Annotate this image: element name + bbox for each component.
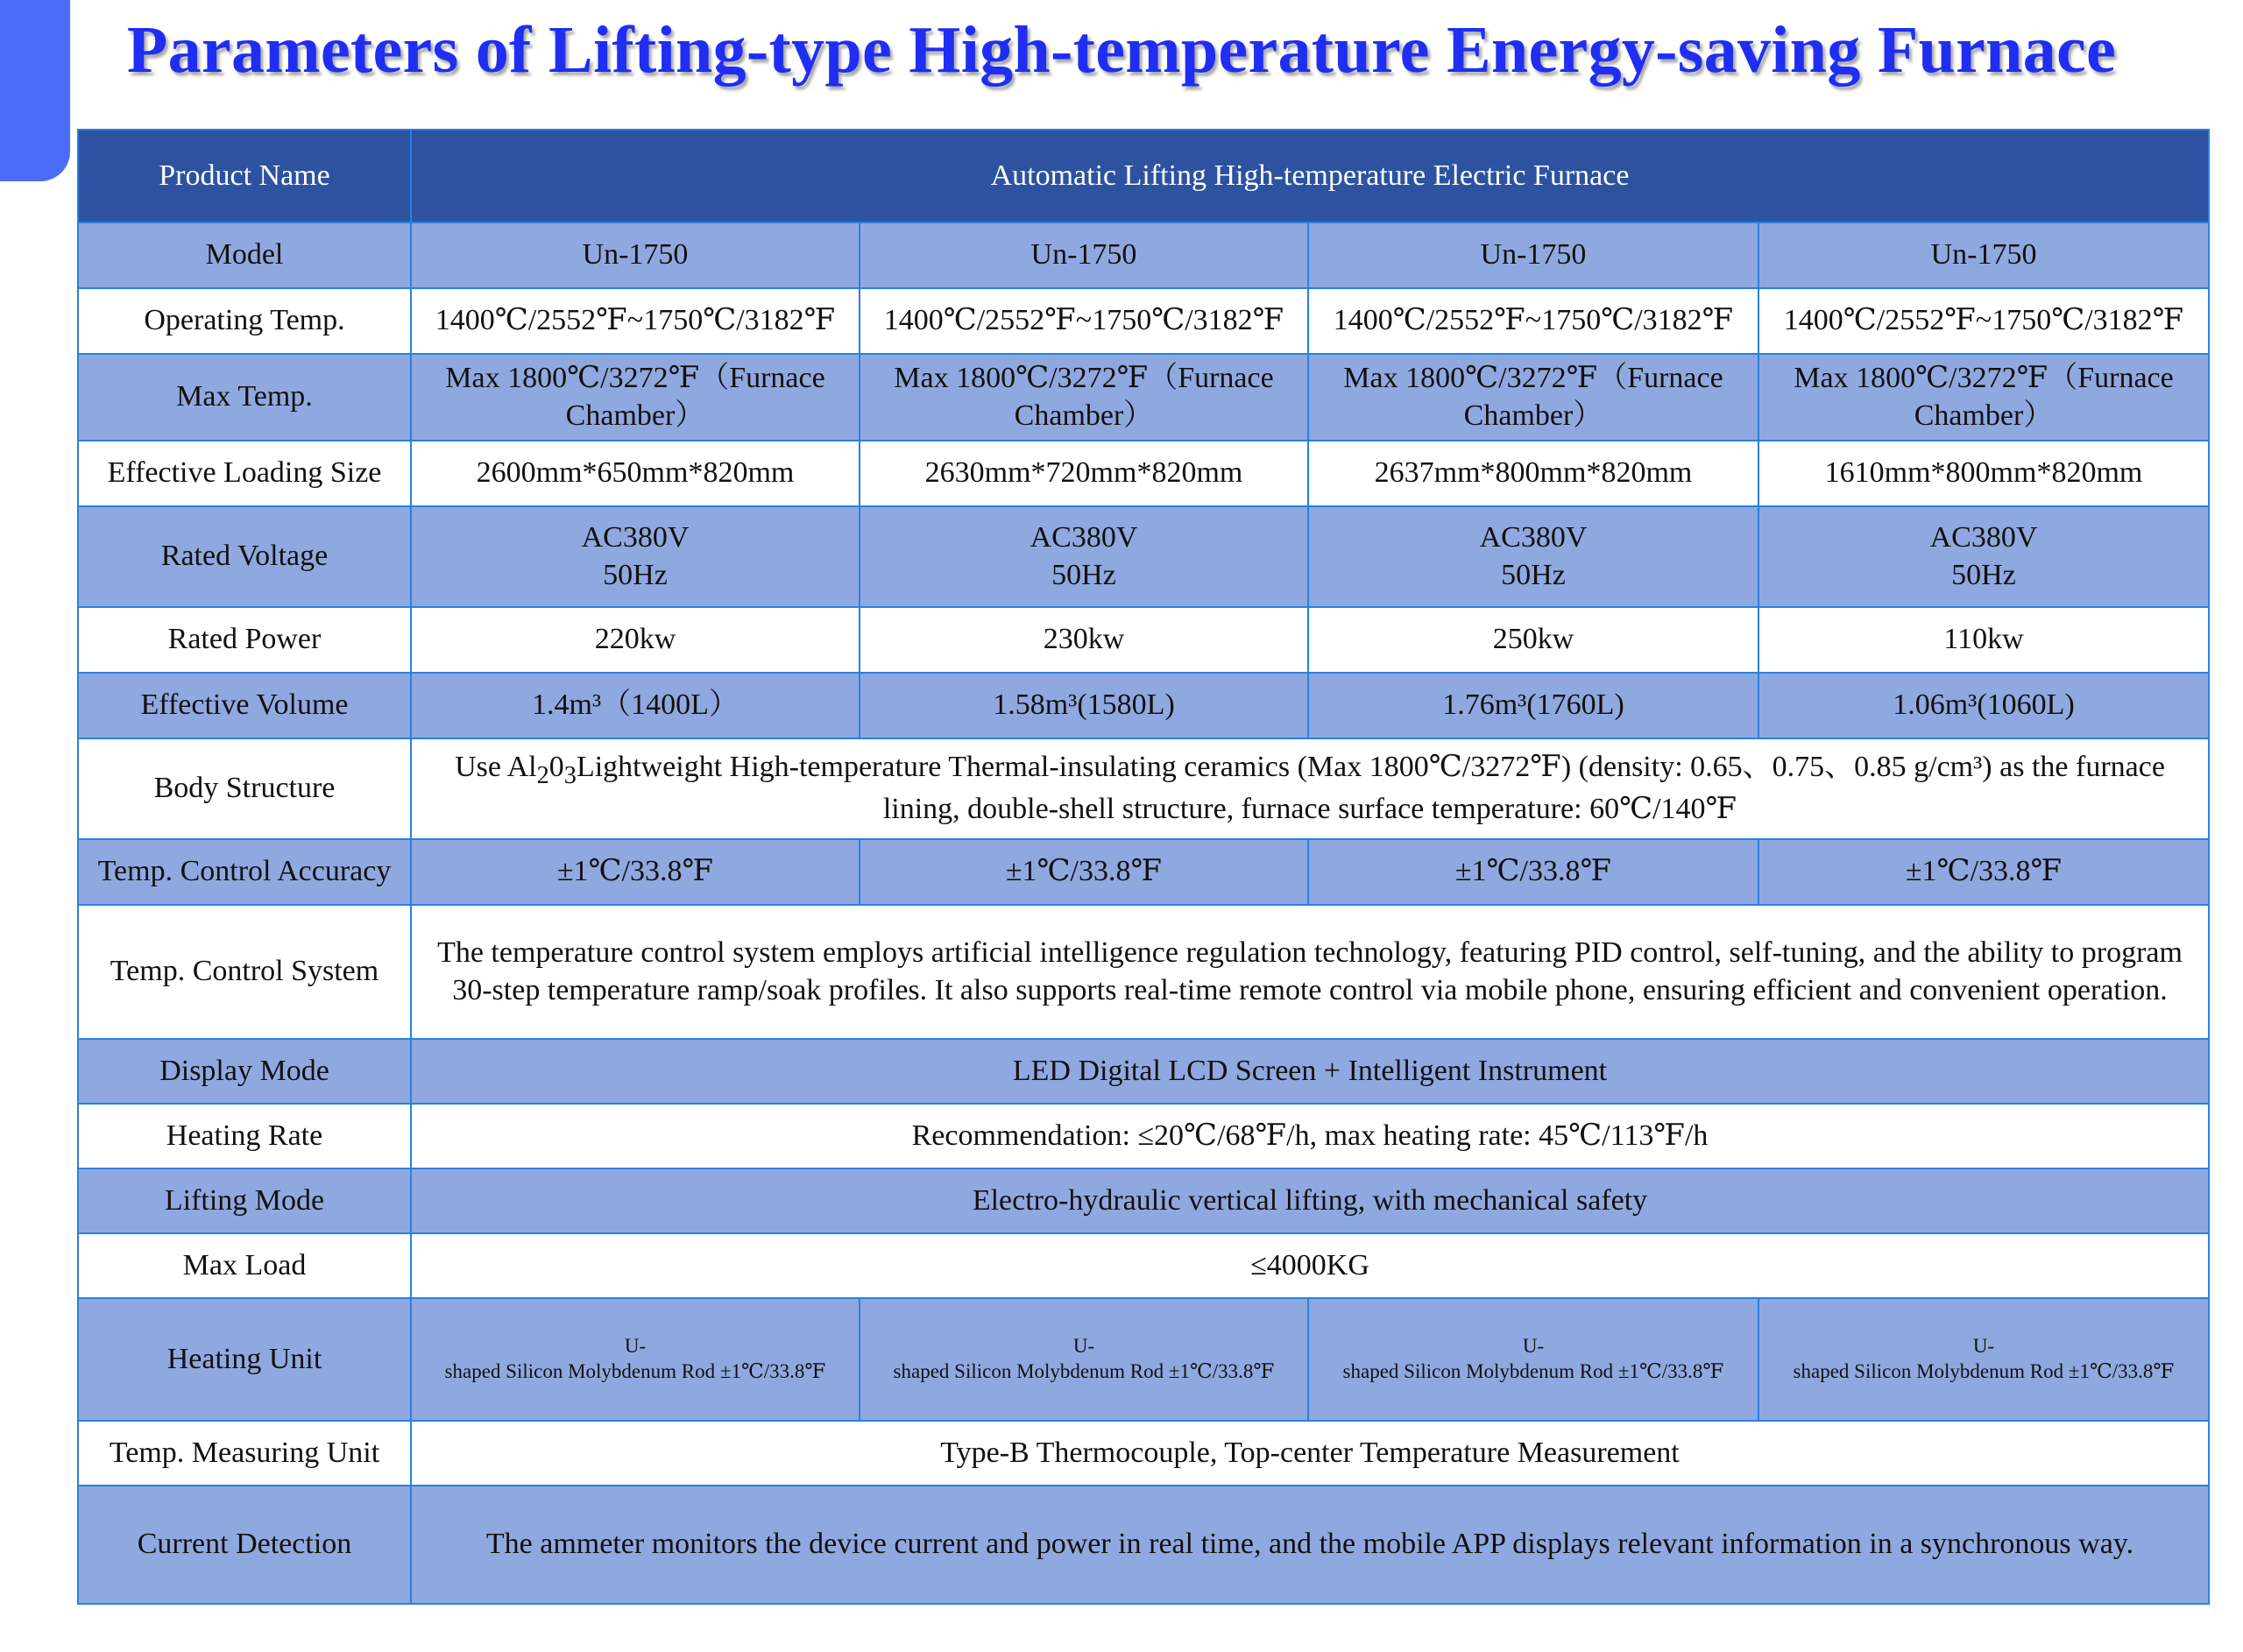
control-accuracy-cell: ±1℃/33.8℉	[860, 839, 1308, 905]
table-row-rated-voltage	[78, 506, 2209, 607]
max-load-value: ≤4000KG	[411, 1233, 2209, 1298]
table-row-loading-size	[78, 441, 2209, 506]
table-row-heating-unit	[78, 1298, 2209, 1421]
control-accuracy-cell: ±1℃/33.8℉	[411, 839, 860, 905]
rated-voltage-cell	[1308, 506, 1758, 607]
row-label-heating-rate: Heating Rate	[78, 1104, 411, 1168]
operating-temp-cell: 1400℃/2552℉~1750℃/3182℉	[1758, 288, 2209, 354]
loading-size-cell: 1610mm*800mm*820mm	[1758, 441, 2209, 506]
effective-volume-cell: 1.06m³(1060L)	[1758, 673, 2209, 738]
heating-unit-cell	[860, 1298, 1308, 1421]
heating-unit-cell	[1308, 1298, 1758, 1421]
loading-size-cell: 2637mm*800mm*820mm	[1308, 441, 1758, 506]
row-label-loading-size: Effective Loading Size	[78, 441, 411, 506]
model-cell: Un-1750	[411, 222, 860, 288]
frequency-value: 50Hz	[1051, 558, 1116, 591]
model-cell: Un-1750	[860, 222, 1308, 288]
row-label-current-detection: Current Detection	[78, 1486, 411, 1604]
row-label-control-accuracy: Temp. Control Accuracy	[78, 839, 411, 905]
row-label-rated-voltage: Rated Voltage	[78, 506, 411, 607]
row-label-operating-temp: Operating Temp.	[78, 288, 411, 354]
max-temp-cell: Max 1800℃/3272℉（Furnace Chamber）	[860, 354, 1308, 441]
rated-voltage-cell	[411, 506, 860, 607]
rated-power-cell: 230kw	[860, 607, 1308, 673]
voltage-value: AC380V	[1929, 521, 2038, 554]
rated-power-cell: 250kw	[1308, 607, 1758, 673]
table-row-control-system	[78, 905, 2209, 1039]
heating-unit-cell	[1758, 1298, 2209, 1421]
effective-volume-cell: 1.58m³(1580L)	[860, 673, 1308, 738]
voltage-value: AC380V	[581, 521, 690, 554]
heating-unit-line2: shaped Silicon Molybdenum Rod ±1℃/33.8℉	[1342, 1360, 1724, 1382]
product-name-value: Automatic Lifting High-temperature Electric Furnace	[411, 130, 2209, 222]
row-label-max-load: Max Load	[78, 1233, 411, 1298]
body-structure-prefix: Use Al	[455, 751, 537, 784]
table-row-max-load	[78, 1233, 2209, 1298]
heating-unit-line2: shaped Silicon Molybdenum Rod ±1℃/33.8℉	[893, 1360, 1275, 1382]
subscript-3: 3	[563, 762, 577, 790]
rated-voltage-cell	[860, 506, 1308, 607]
frequency-value: 50Hz	[603, 558, 668, 591]
heating-unit-line1: U-	[1522, 1335, 1545, 1358]
lifting-mode-value: Electro-hydraulic vertical lifting, with mechanical safety	[411, 1168, 2209, 1233]
loading-size-cell: 2630mm*720mm*820mm	[860, 441, 1308, 506]
control-system-value: The temperature control system employs artificial intelligence regulation technology, featuring PID control, self-tuning, and the ability to program 30-step temperature ramp/soak profiles. It also supports real-time remote control via mobile phone, ensuring efficient and convenient operation.	[411, 905, 2209, 1039]
model-cell: Un-1750	[1308, 222, 1758, 288]
operating-temp-cell: 1400℃/2552℉~1750℃/3182℉	[411, 288, 860, 354]
frequency-value: 50Hz	[1501, 558, 1566, 591]
row-label-rated-power: Rated Power	[78, 607, 411, 673]
row-label-lifting-mode: Lifting Mode	[78, 1168, 411, 1233]
operating-temp-cell: 1400℃/2552℉~1750℃/3182℉	[860, 288, 1308, 354]
table-row-lifting-mode	[78, 1168, 2209, 1233]
page-title: Parameters of Lifting-type High-temperature Energy-saving Furnace	[126, 13, 2117, 87]
table-row-max-temp	[78, 354, 2209, 441]
table-row-measuring-unit	[78, 1421, 2209, 1486]
row-label-control-system: Temp. Control System	[78, 905, 411, 1039]
control-accuracy-cell: ±1℃/33.8℉	[1308, 839, 1758, 905]
table-row-display-mode	[78, 1039, 2209, 1104]
row-label-heating-unit: Heating Unit	[78, 1298, 411, 1421]
table-row-product-name	[78, 130, 2209, 222]
table-row-rated-power	[78, 607, 2209, 673]
heating-rate-value: Recommendation: ≤20℃/68℉/h, max heating rate: 45℃/113℉/h	[411, 1104, 2209, 1168]
body-structure-value	[411, 738, 2209, 839]
max-temp-cell: Max 1800℃/3272℉（Furnace Chamber）	[1758, 354, 2209, 441]
voltage-value: AC380V	[1030, 521, 1138, 554]
voltage-value: AC380V	[1479, 521, 1588, 554]
table-row-current-detection	[78, 1486, 2209, 1604]
heating-unit-cell	[411, 1298, 860, 1421]
rated-power-cell: 220kw	[411, 607, 860, 673]
max-temp-cell: Max 1800℃/3272℉（Furnace Chamber）	[411, 354, 860, 441]
row-label-max-temp: Max Temp.	[78, 354, 411, 441]
body-structure-zero: 0	[548, 751, 564, 784]
model-cell: Un-1750	[1758, 222, 2209, 288]
effective-volume-cell: 1.76m³(1760L)	[1308, 673, 1758, 738]
row-label-body-structure: Body Structure	[78, 738, 411, 839]
row-label-effective-volume: Effective Volume	[78, 673, 411, 738]
table-row-effective-volume	[78, 673, 2209, 738]
effective-volume-cell: 1.4m³（1400L）	[411, 673, 860, 738]
display-mode-value: LED Digital LCD Screen + Intelligent Instrument	[411, 1039, 2209, 1104]
row-label-measuring-unit: Temp. Measuring Unit	[78, 1421, 411, 1486]
row-label-product-name: Product Name	[78, 130, 411, 222]
rated-power-cell: 110kw	[1758, 607, 2209, 673]
current-detection-value: The ammeter monitors the device current and power in real time, and the mobile APP displays relevant information in a synchronous way.	[411, 1486, 2209, 1604]
heating-unit-line1: U-	[1972, 1335, 1995, 1358]
max-temp-cell: Max 1800℃/3272℉（Furnace Chamber）	[1308, 354, 1758, 441]
subscript-2: 2	[536, 762, 549, 790]
heating-unit-line2: shaped Silicon Molybdenum Rod ±1℃/33.8℉	[1793, 1360, 2175, 1382]
table-row-body-structure	[78, 738, 2209, 839]
row-label-display-mode: Display Mode	[78, 1039, 411, 1104]
frequency-value: 50Hz	[1951, 558, 2016, 591]
heating-unit-line1: U-	[1072, 1335, 1095, 1358]
parameters-table	[77, 129, 2210, 1605]
control-accuracy-cell: ±1℃/33.8℉	[1758, 839, 2209, 905]
row-label-model: Model	[78, 222, 411, 288]
measuring-unit-value: Type-B Thermocouple, Top-center Temperature Measurement	[411, 1421, 2209, 1486]
table-row-heating-rate	[78, 1104, 2209, 1168]
table-row-control-accuracy	[78, 839, 2209, 905]
heating-unit-line1: U-	[624, 1335, 647, 1358]
rated-voltage-cell	[1758, 506, 2209, 607]
loading-size-cell: 2600mm*650mm*820mm	[411, 441, 860, 506]
table-row-model	[78, 222, 2209, 288]
operating-temp-cell: 1400℃/2552℉~1750℃/3182℉	[1308, 288, 1758, 354]
heating-unit-line2: shaped Silicon Molybdenum Rod ±1℃/33.8℉	[444, 1360, 826, 1382]
body-structure-text: Lightweight High-temperature Thermal-insulating ceramics (Max 1800℃/3272℉) (density: 0.65、0.75、0.85 g/cm³) as the furnace lining, double-shell structure, furnace surface temperature: 60℃/140℉	[576, 751, 2165, 826]
table-row-operating-temp	[78, 288, 2209, 354]
